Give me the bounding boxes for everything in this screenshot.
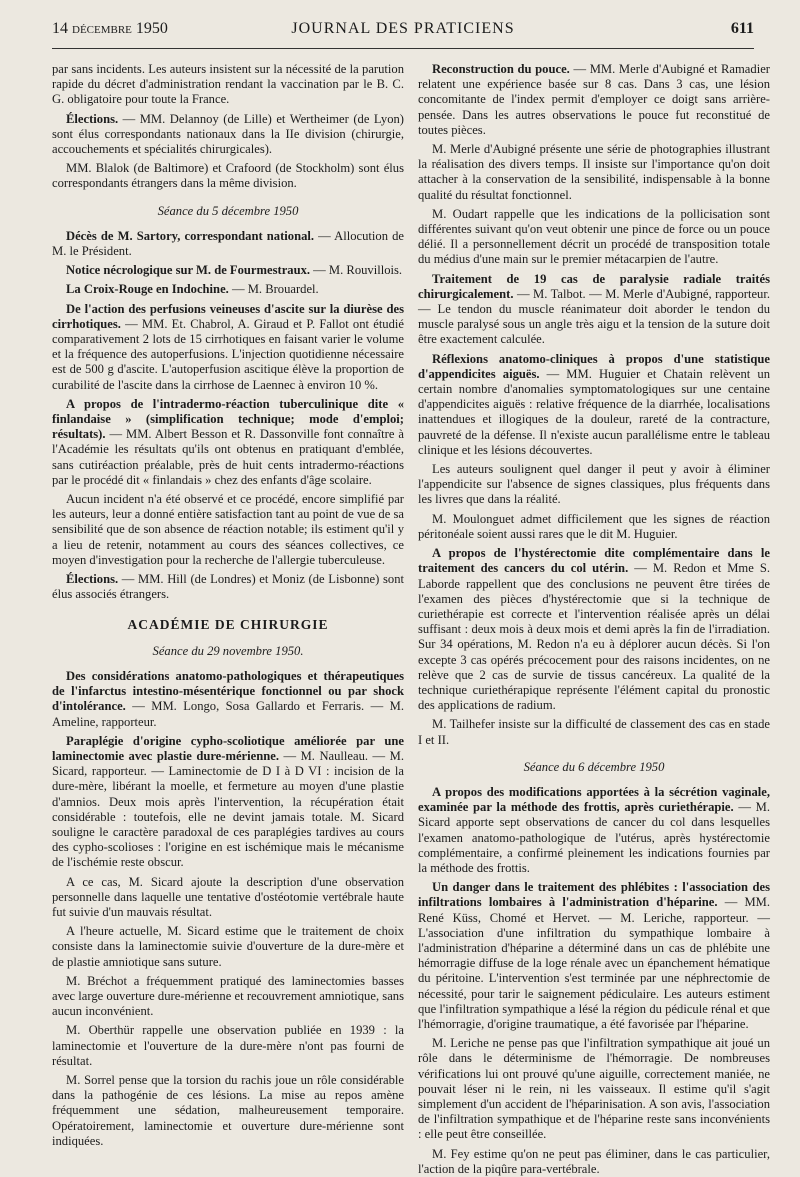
paragraph-text: — MM. Albert Besson et R. Dassonville font connaître à l'Académie les résultats qu'ils ont obtenus en pratiquant d'emblée, sans cutiréaction préalable, près de huit cents intradermo-réactions par le procédé dit « finlandais » chez des enfants d'âge scolaire. [52,427,404,487]
section-heading: Élections. [66,572,119,587]
paragraph: par sans incidents. Les auteurs insistent sur la nécessité de la parution rapide du décret d'administration rendant la vaccination par le B. C. G. obligatoire pour toute la France. [52,62,404,107]
paragraph [52,229,404,259]
paragraph: M. Fey estime qu'on ne peut pas éliminer, dans le cas particulier, l'action de la piqûre para-vertébrale. [418,1146,770,1176]
paragraph [52,572,404,602]
paragraph-text: — M. Rouvillois. [310,263,403,278]
paragraph: M. Sorrel pense que la torsion du rachis joue un rôle considérable dans la pathogénie de ces lésions. La mise au repos amène fréquemment une sédation, malheureusement temporaire. Opératoirement, laminectomie et ouverture dure-mérienne sont indiquées. [52,1072,404,1148]
header-rule [52,48,754,49]
paragraph [418,352,770,458]
academy-heading: ACADÉMIE DE CHIRURGIE [127,616,329,632]
section-heading: Notice nécrologique sur M. de Fourmestraux. [66,263,311,278]
paragraph-text: — M. Redon et Mme S. Laborde rappellent que des conclusions ne peuvent être tirées de l'examen des pièces d'hystérectomie que si la technique de curiethérapie est correcte et l'intervention réalisée après un délai suffisant : deux mois à deux mois et demi après la fin de l'irradiation. Sur 34 opérations, M. Redon n'a eu à déplorer aucun décès. Si l'on excepte 3 cas opérés précocement pour des raisons incidentes, on ne relève que 2 cas de survie de tissus cancéreux. La qualité de la technique curiethérapique représente l'élément capital du pronostic des applications de radium. [418,561,770,713]
right-column [418,62,771,1176]
paragraph-text: — MM. Et. Chabrol, A. Giraud et P. Fallot ont étudié comparativement 2 lots de 15 cirrhotiques en faisant varier le volume et la fréquence des autoperfusions. L'injection quotidienne nécessaire est de 500 g d'ascite. L'autoperfusion ascitique élève la proportion de curabilité de l'ascite dans la cirrhose de Laennec à environ 10 %. [52,316,404,392]
paragraph: Les auteurs soulignent quel danger il peut y avoir à éliminer l'appendicite sur l'absence de signes classiques, plus fréquents dans les livres que dans la réalité. [418,462,770,507]
paragraph: M. Leriche ne pense pas que l'infiltration sympathique ait joué un rôle dans le déterminisme de l'hémorragie. De nombreuses vérifications lui ont prouvé qu'une aiguille, correctement maniée, ne pouvait léser ni le rein, ni les vaisseaux. Il estime qu'il s'agit simplement d'un accident de l'héparinisation. A son avis, l'association de l'infiltration sympathique et de l'héparine reste sans inconvénients : elle peut être conseillée. [418,1036,770,1142]
paragraph [418,546,770,713]
paragraph: M. Oberthür rappelle une observation publiée en 1939 : la laminectomie et l'ouverture de la dure-mère n'ont pas fourni de résultat. [52,1023,404,1068]
paragraph-text: — MM. Delannoy (de Lille) et Wertheimer (de Lyon) sont élus correspondants nationaux dans la IIe division (chirurgie, accouchements et spécialités chirurgicales). [52,111,404,157]
section-heading: Décès de M. Sartory, correspondant national. [66,228,315,243]
session-title: Séance du 5 décembre 1950 [157,203,299,218]
section-heading: Reconstruction du pouce. [432,62,570,76]
section-heading: Un danger dans le traitement des phlébites : l'association des infiltrations lombaires à l'administration d'héparine. [418,880,770,910]
section-heading: Paraplégie d'origine cypho-scoliotique améliorée par une laminectomie avec plastie dure-mérienne. [52,733,404,763]
paragraph-text: — Allocution de M. le Président. [52,228,404,259]
paragraph [52,282,404,297]
section-heading: A propos de l'intradermo-réaction tuberculinique dite « finlandaise » (simplification technique; mode d'emploi; résultats). [52,396,404,442]
paragraph [52,263,404,278]
session-title: Séance du 29 novembre 1950. [152,643,304,658]
paragraph [52,734,404,871]
paragraph: Aucun incident n'a été observé et ce procédé, encore simplifié par les auteurs, leur a donné entière satisfaction tant au point de vue de sa sensibilité que de son absence de réaction notable; ils estiment qu'il y a lieu de retenir, notamment au cours des séances collectives, ce moyen d'investigation pour la recherche de l'allergie tuberculeuse. [52,492,404,567]
paragraph-text: — M. Brouardel. [228,282,319,297]
paragraph [418,62,770,138]
section-heading: A propos des modifications apportées à la sécrétion vaginale, examinée par la méthode des frottis, après curiethérapie. [418,784,770,815]
section-heading: A propos de l'hystérectomie dite complémentaire dans le traitement des cancers du col utérin. [418,546,770,576]
paragraph [418,880,770,1032]
page-number: 611 [730,20,754,37]
paragraph: M. Moulonguet admet difficilement que les signes de réaction péritonéale soient aussi rares que le dit M. Huguier. [418,511,770,541]
paragraph-text: — MM. Longo, Sosa Gallardo et Ferraris. — M. Ameline, rapporteur. [52,699,404,729]
paragraph-text: — M. Naulleau. — M. Sicard, rapporteur. — Laminectomie de D I à D VI : incision de la dure-mère, libérant la moelle, et fermeture au moyen d'une plastie d'amnios. Deux mois après l'intervention, la récupération était considérable : toutefois, elle ne devint jamais totale. M. Sicard souligne le caractère paradoxal de ces paraplégies tardives au cours des cypho-scolioses : l'origine en est ischémique mais le mécanisme de l'ischémie reste obscur. [52,748,404,870]
section-heading: Traitement de 19 cas de paralysie radiale traités chirurgicalement. [418,271,770,301]
paragraph [52,669,404,730]
left-column [52,62,404,1148]
paragraph: M. Oudart rappelle que les indications de la pollicisation sont différentes suivant qu'on veut obtenir une pince de force ou un pouce délié. Il a personnellement décrit un procédé de transposition totale du médius d'une main sur le premier métacarpien de l'autre. [418,206,770,267]
section-heading: Réflexions anatomo-cliniques à propos d'une statistique d'appendicites aiguës. [418,351,770,381]
paragraph: MM. Blalok (de Baltimore) et Crafoord (de Stockholm) sont élus correspondants étrangers dans la même division. [52,161,404,191]
section-heading: De l'action des perfusions veineuses d'ascite sur la diurèse des cirrhotiques. [52,301,404,331]
paragraph [418,272,770,348]
page-header [52,16,754,42]
section-heading: Élections. [66,111,119,126]
paragraph-text: — MM. Merle d'Aubigné et Ramadier relatent une expérience basée sur 8 cas. Dans 3 cas, une lésion concomitante de l'index permit d'employer ce doigt sans arrière-pensée. Dans les autres observations le pouce fut reconstitué de toutes pièces. [418,62,770,137]
section-heading: La Croix-Rouge en Indochine. [66,282,229,297]
paragraph: M. Bréchot a fréquemment pratiqué des laminectomies basses avec large ouverture dure-mérienne et recouvrement amniotique, sans aucun inconvénient. [52,973,404,1019]
paragraph-text: — MM. Huguier et Chatain relèvent un certain nombre d'anomalies symptomatologiques sur une centaine d'appendicites aiguës : relative fréquence de la diarrhée, localisations inattendues et illogiques de la douleur, rareté de la contracture, pauvreté de la défense. Il n'existe aucun parallélisme entre le tableau clinique et les lésions découvertes. [418,366,770,457]
paragraph [52,112,404,158]
journal-title: JOURNAL DES PRATICIENS [291,20,515,37]
paragraph: A l'heure actuelle, M. Sicard estime que le traitement de choix consiste dans la laminectomie suivie d'ouverture de la dure-mère et de plastie amniotique sans suture. [52,924,404,969]
paragraph [418,785,770,876]
paragraph-text: — M. Talbot. — M. Merle d'Aubigné, rapporteur. — Le tendon du muscle réanimateur doit aborder le tendon du muscle paralysé sous un angle très aigu et la tension de la suture doit être exactement calculée. [418,286,770,347]
paragraph-text: — M. Sicard apporte sept observations de cancer du col dans lesquelles l'examen anatomo-pathologique de l'utérus, après hystérectomie complémentaire, a confirmé pleinement les indications fournies par la méthode des frottis. [418,800,770,875]
paragraph: M. Tailhefer insiste sur la difficulté de classement des cas en stade I et II. [418,717,770,747]
session-title: Séance du 6 décembre 1950 [523,759,665,774]
paragraph: A ce cas, M. Sicard ajoute la description d'une observation personnelle dans laquelle une tentative d'ostéotomie vertébrale haute fut suivie d'un mauvais résultat. [52,874,404,919]
paragraph-text: — MM. René Küss, Chomé et Hervet. — M. Leriche, rapporteur. — L'association d'une infiltration du sympathique lombaire à l'administration d'héparine a déterminé dans un cas de phlébite une hémorragie diffuse de la loge rénale avec un épanchement hématique du péritoine. L'intervention s'est terminée par une néphrectomie de nécessité, pour tarir le saignement pédiculaire. Les auteurs estiment que l'infiltration sympathique a lésé la région du pédicule rénal et que l'hémorragie, d'origine traumatique, a été favorisée par l'héparine. [418,895,771,1031]
paragraph-text: — MM. Hill (de Londres) et Moniz (de Lisbonne) sont élus associés étrangers. [52,572,404,602]
paragraph [52,302,404,393]
paragraph: M. Merle d'Aubigné présente une série de photographies illustrant la réalisation des divers temps. Il insiste sur l'importance qu'on doit attacher à la conservation de la sensibilité, indispensable à la bonne qualité du résultat fonctionnel. [418,142,770,202]
section-heading: Des considérations anatomo-pathologiques et thérapeutiques de l'infarctus intestino-mésentérique fonctionnel ou par shock d'intolérance. [52,668,404,714]
paragraph [52,397,404,488]
header-date: 14 décembre 1950 [52,20,168,37]
